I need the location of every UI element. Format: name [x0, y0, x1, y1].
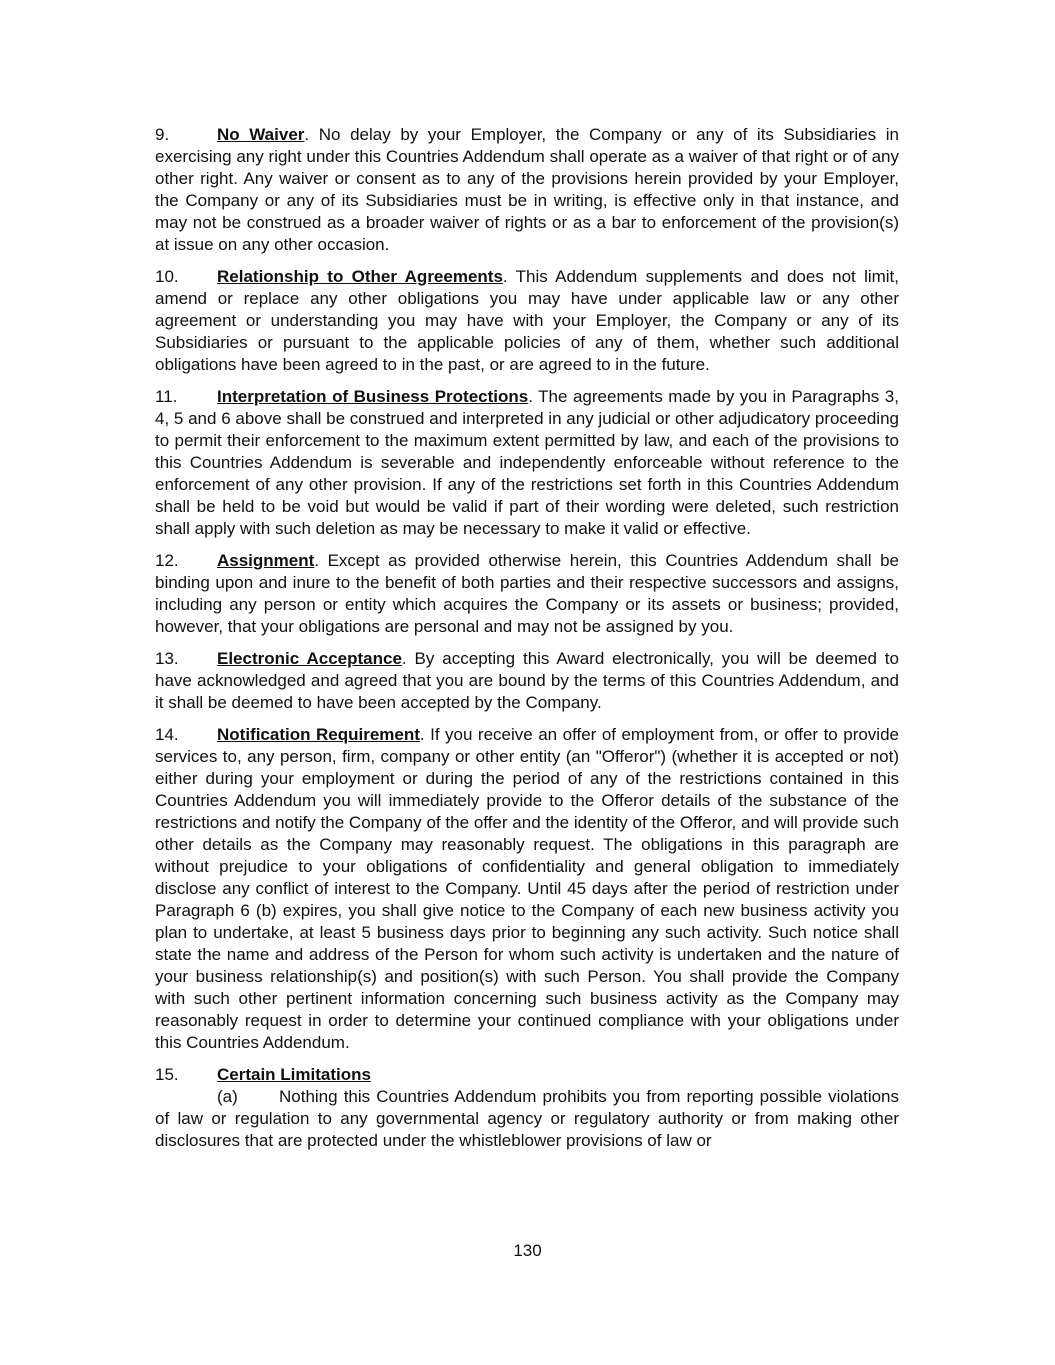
document-body	[155, 124, 899, 1152]
paragraph-number: 10.	[155, 267, 179, 286]
paragraph-heading: Relationship to Other Agreements	[217, 267, 503, 286]
subparagraph-text: Nothing this Countries Addendum prohibits you from reporting possible violations of law or regulation to any governmental agency or regulatory authority or from making other disclosures that are protected under the whistleblower provisions of law or	[155, 1087, 899, 1150]
paragraph-13	[155, 648, 899, 714]
paragraph-text: . Except as provided otherwise herein, this Countries Addendum shall be binding upon and inure to the benefit of both parties and their respective successors and assigns, including any person or entity which acquires the Company or its assets or business; provided, however, that your obligations are personal and may not be assigned by you.	[155, 551, 899, 636]
paragraph-12	[155, 550, 899, 638]
paragraph-heading: No Waiver	[217, 125, 305, 144]
paragraph-15-heading	[155, 1064, 899, 1086]
paragraph-number: 13.	[155, 649, 179, 668]
paragraph-heading: Electronic Acceptance	[217, 649, 402, 668]
paragraph-heading: Interpretation of Business Protections	[217, 387, 529, 406]
paragraph-14	[155, 724, 899, 1054]
paragraph-10	[155, 266, 899, 376]
paragraph-text: . By accepting this Award electronically, you will be deemed to have acknowledged and agreed that you are bound by the terms of this Countries Addendum, and it shall be deemed to have been accepted by the Company.	[155, 649, 899, 712]
paragraph-heading: Certain Limitations	[217, 1065, 371, 1084]
paragraph-11	[155, 386, 899, 540]
paragraph-number: 14.	[155, 725, 179, 744]
paragraph-heading: Notification Requirement	[217, 725, 420, 744]
paragraph-text: . If you receive an offer of employment from, or offer to provide services to, any person, firm, company or other entity (an "Offeror") (whether it is accepted or not) either during your employment or during the period of any of the restrictions contained in this Countries Addendum you will immediately provide to the Offeror details of the substance of the restrictions and notify the Company of the offer and the identity of the Offeror, and will provide such other details as the Company may reasonably request. The obligations in this paragraph are without prejudice to your obligations of confidentiality and general obligation to immediately disclose any conflict of interest to the Company. Until 45 days after the period of restriction under Paragraph 6 (b) expires, you shall give notice to the Company of each new business activity you plan to undertake, at least 5 business days prior to beginning any such activity. Such notice shall state the name and address of the Person for whom such activity is undertaken and the nature of your business relationship(s) and position(s) with such Person. You shall provide the Company with such other pertinent information concerning such business activity as the Company may reasonably request in order to determine your continued compliance with your obligations under this Countries Addendum.	[155, 725, 899, 1052]
paragraph-text: . No delay by your Employer, the Company or any of its Subsidiaries in exercising any right under this Countries Addendum shall operate as a waiver of that right or of any other right. Any waiver or consent as to any of the provisions herein provided by your Employer, the Company or any of its Subsidiaries must be in writing, is effective only in that instance, and may not be construed as a broader waiver of rights or as a bar to enforcement of the provision(s) at issue on any other occasion.	[155, 125, 899, 254]
paragraph-number: 9.	[155, 125, 170, 144]
paragraph-text: . This Addendum supplements and does not limit, amend or replace any other obligations you may have under applicable law or any other agreement or understanding you may have with your Employer, the Company or any of its Subsidiaries or pursuant to the applicable policies of any of them, whether such additional obligations have been agreed to in the past, or are agreed to in the future.	[155, 267, 900, 374]
paragraph-9	[155, 124, 899, 256]
subparagraph-label: (a)	[217, 1087, 238, 1106]
paragraph-number: 12.	[155, 551, 179, 570]
paragraph-number: 15.	[155, 1065, 179, 1084]
paragraph-heading: Assignment	[217, 551, 315, 570]
paragraph-text: . The agreements made by you in Paragraphs 3, 4, 5 and 6 above shall be construed and interpreted in any judicial or other adjudicatory proceeding to permit their enforcement to the maximum extent permitted by law, and each of the provisions to this Countries Addendum is severable and independently enforceable without reference to the enforcement of any other provision. If any of the restrictions set forth in this Countries Addendum shall be held to be void but would be valid if part of their wording were deleted, such restriction shall apply with such deletion as may be necessary to make it valid or effective.	[155, 387, 899, 538]
paragraph-15a	[155, 1086, 899, 1152]
paragraph-number: 11.	[155, 387, 178, 406]
page-number: 130	[513, 1241, 542, 1260]
